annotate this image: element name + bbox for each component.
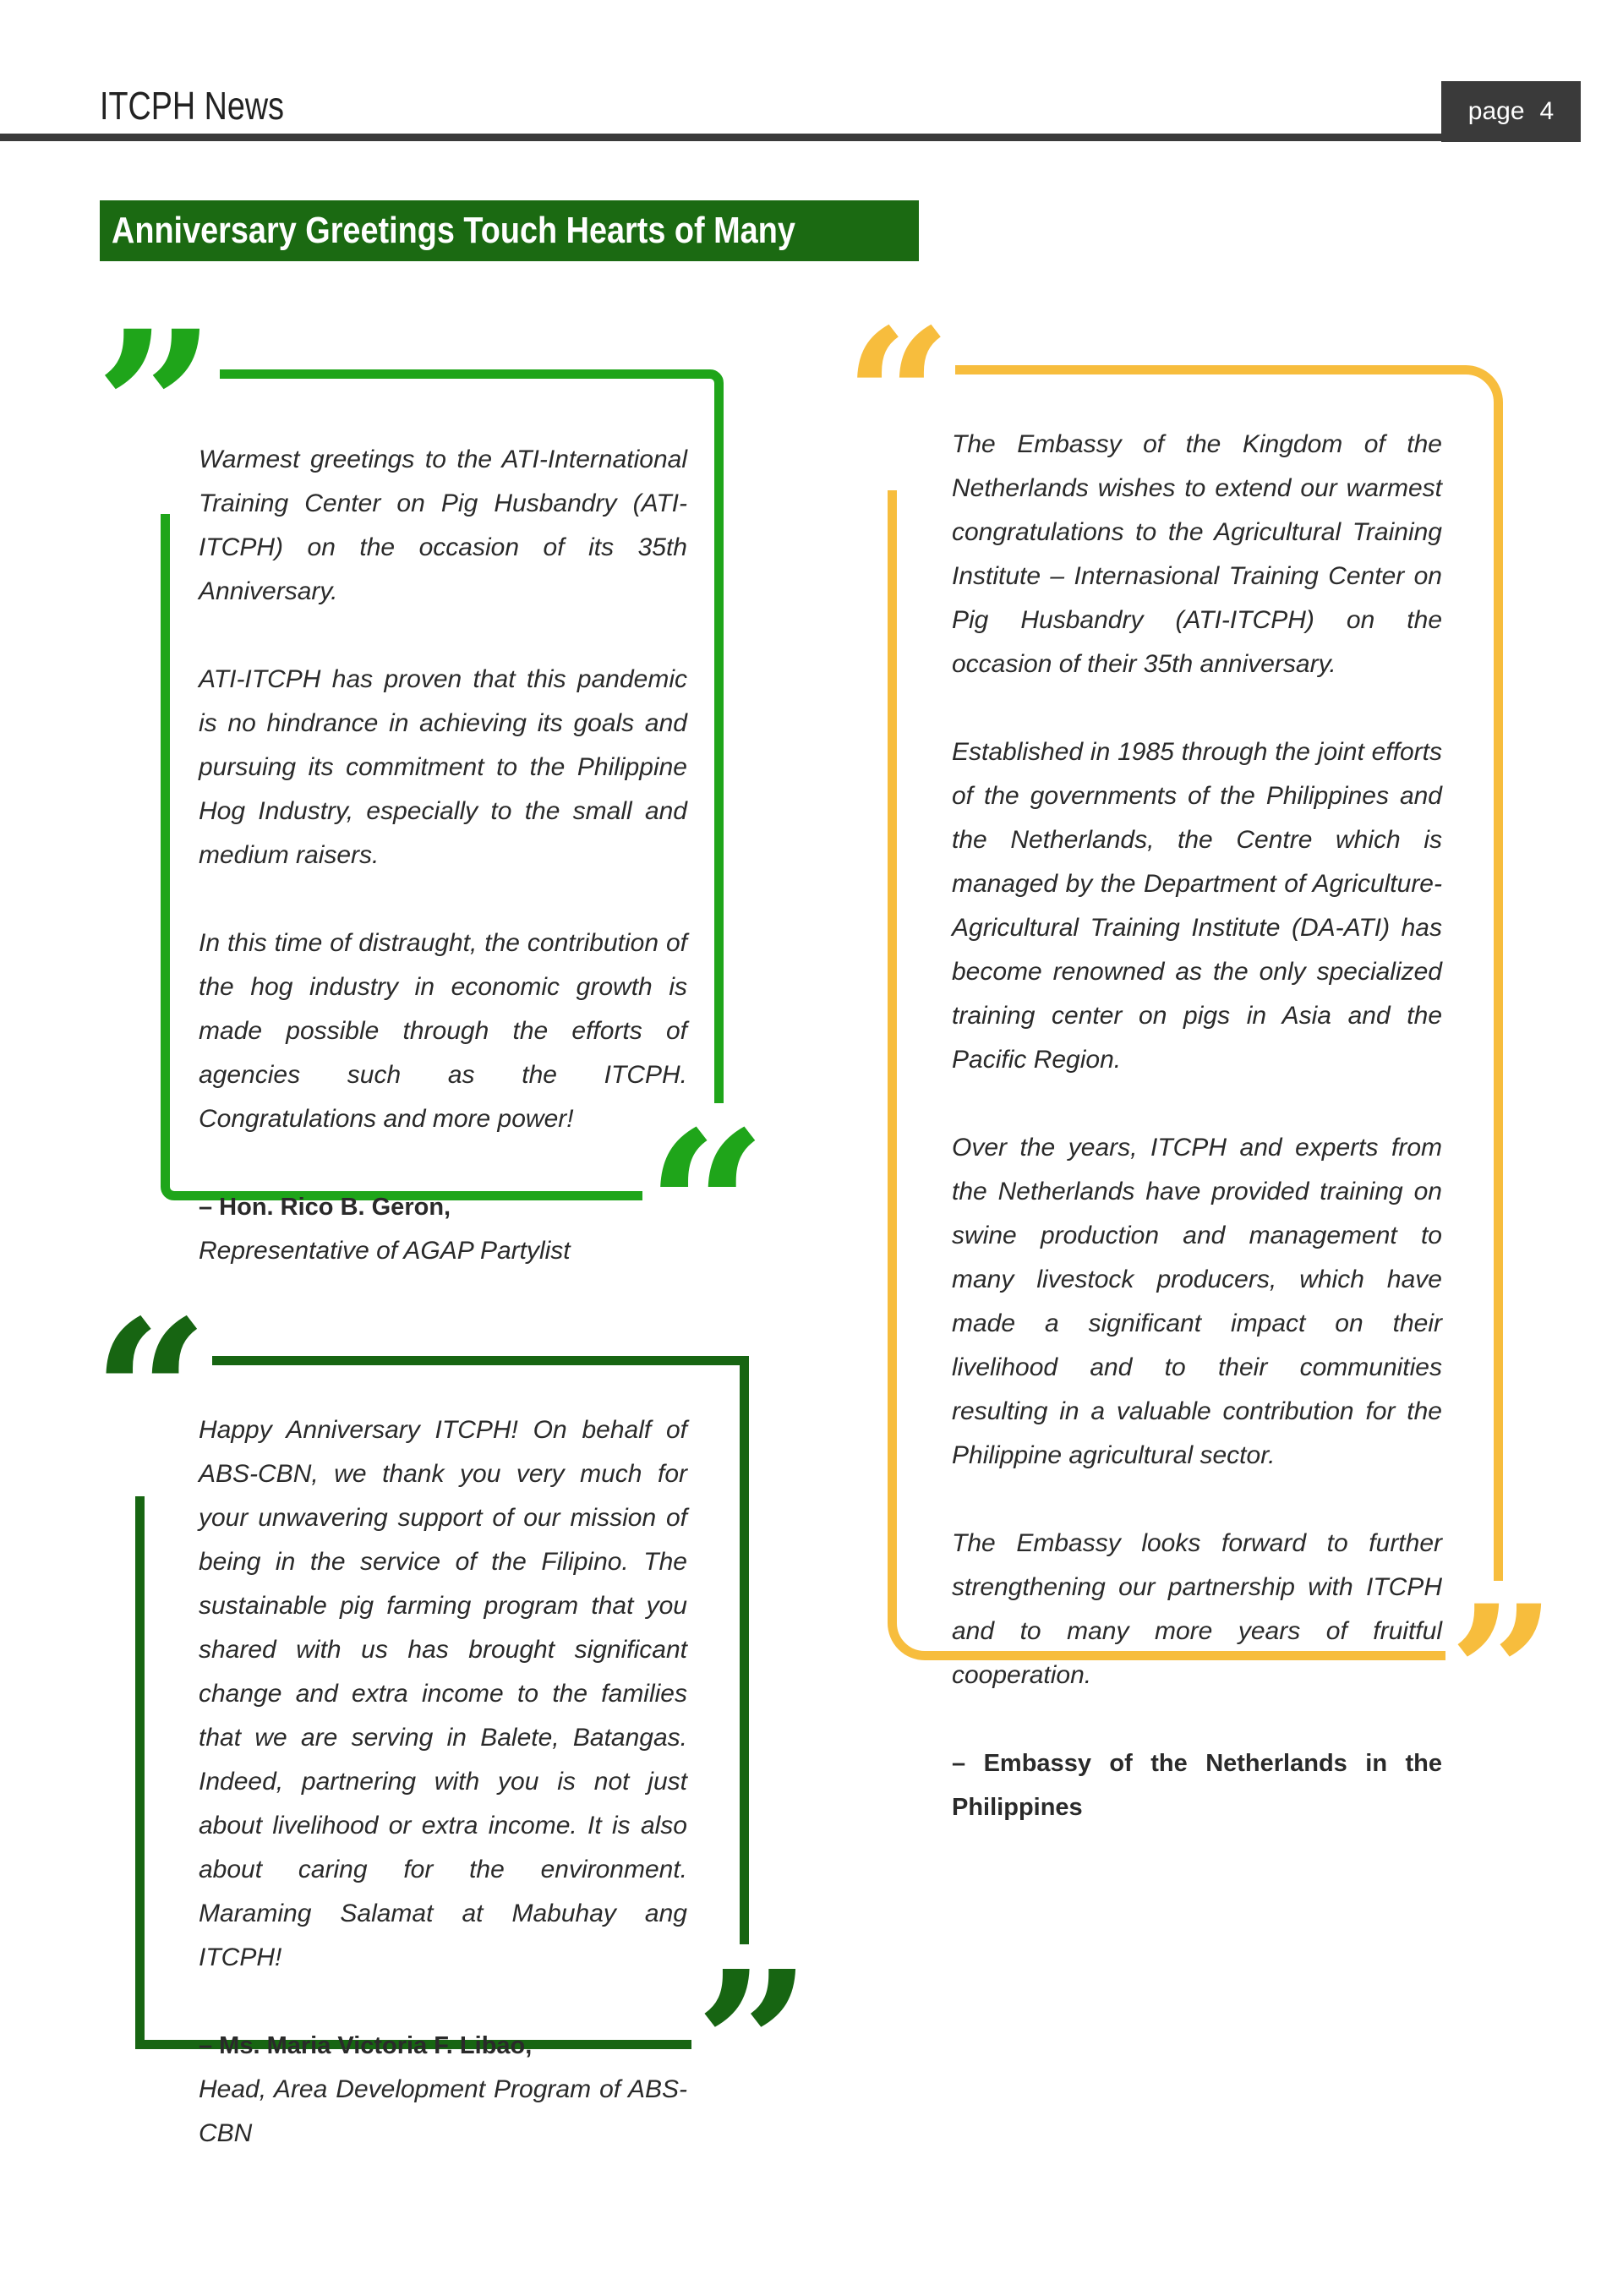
close-quote-icon: ” bbox=[691, 1944, 815, 2147]
close-quote-icon: ” bbox=[1445, 1581, 1560, 1767]
greeting-paragraph: Over the years, ITCPH and experts from the Netherlands have provided training on swine production and management to many livestock producers, which have made a significant impact on their livelihood and to their communities resulting in a valuable contribution for the Philippine agricultural sector. bbox=[952, 1134, 1442, 1469]
greeting-paragraph: The Embassy looks forward to further strengthening our partnership with ITCPH and to many more years of fruitful cooperation. bbox=[952, 1529, 1442, 1689]
article-title-banner bbox=[100, 200, 919, 261]
open-quote-icon: “ bbox=[642, 1103, 771, 1315]
greeting-geron bbox=[199, 438, 687, 1273]
signature-title: Head, Area Development Program of ABS-CBN bbox=[199, 2075, 687, 2147]
header-divider bbox=[0, 134, 1581, 141]
greeting-paragraph: Warmest greetings to the ATI-International Training Center on Pig Husbandry (ATI-ITCPH) on the occasion of its 35th Anniversary. bbox=[199, 446, 687, 605]
greeting-paragraph: The Embassy of the Kingdom of the Netherlands wishes to extend our warmest congratulations to the Agricultural Training Institute – Internasional Training Center on Pig Husbandry (ATI-ITCPH) on the occasion of their 35th anniversary. bbox=[952, 430, 1442, 678]
signature-name: – Hon. Rico B. Geron, bbox=[199, 1194, 451, 1221]
open-quote-icon: “ bbox=[89, 1293, 212, 1496]
greeting-paragraph: In this time of distraught, the contribution of the hog industry in economic growth is made possible through the efforts of agencies such as the ITCPH. Congratulations and more power! bbox=[199, 929, 687, 1133]
signature-title: Representative of AGAP Partylist bbox=[199, 1237, 571, 1265]
page-label: page bbox=[1467, 97, 1525, 125]
newsletter-title: ITCPH News bbox=[100, 84, 284, 128]
page-number: 4 bbox=[1539, 97, 1555, 125]
close-quote-icon: ” bbox=[91, 303, 220, 514]
signature-name: – Embassy of the Netherlands in the Philippines bbox=[952, 1750, 1442, 1821]
greeting-paragraph: ATI-ITCPH has proven that this pandemic is no hindrance in achieving its goals and pursuing its commitment to the Philippine Hog Industry, especially to the small and medium raisers. bbox=[199, 665, 687, 869]
page-indicator bbox=[1441, 81, 1581, 142]
greeting-paragraph: Happy Anniversary ITCPH! On behalf of ABS-CBN, we thank you very much for your unwavering support of our mission of being in the service of the Filipino. The sustainable pig farming program that you shared with us has brought significant change and extra income to the families that we are serving in Balete, Batangas. Indeed, partnering with you is not just about livelihood or extra income. It is also about caring for the environment. Maraming Salamat at Mabuhay ang ITCPH! bbox=[199, 1416, 687, 1971]
greeting-libao bbox=[199, 1408, 687, 2156]
signature-name: – Ms. Maria Victoria F. Libao, bbox=[199, 2032, 533, 2059]
open-quote-icon: “ bbox=[841, 304, 955, 490]
greeting-netherlands bbox=[952, 423, 1442, 1829]
article-title: Anniversary Greetings Touch Hearts of Many bbox=[112, 210, 795, 251]
greeting-paragraph: Established in 1985 through the joint efforts of the governments of the Philippines and the Netherlands, the Centre which is managed by the Department of Agriculture-Agricultural Training Institute (DA-ATI) has become renowned as the only specialized training center on pigs in Asia and the Pacific Region. bbox=[952, 738, 1442, 1074]
